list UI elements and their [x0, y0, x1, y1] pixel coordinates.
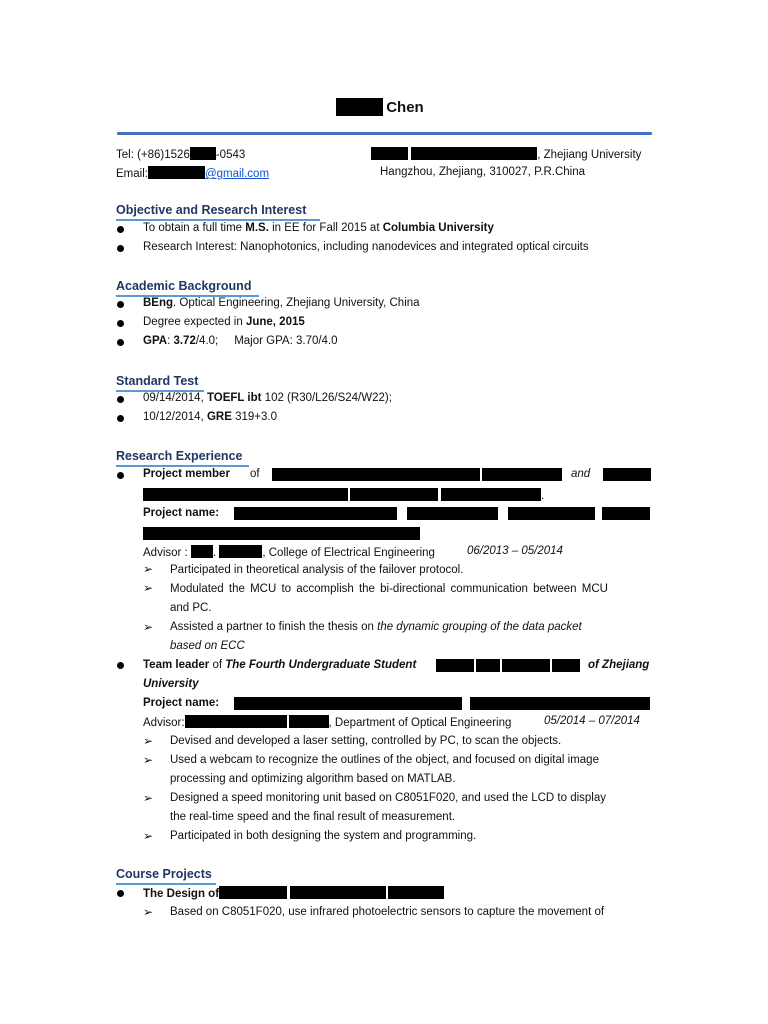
project2-advisor-row: Advisor: , Department of Optical Engineering — [143, 717, 512, 729]
filled-circle-bullet-icon — [117, 415, 124, 422]
name-text: Chen — [386, 99, 424, 116]
section-title-research: Research Experience — [116, 449, 243, 463]
name-header — [336, 98, 424, 116]
redacted-project-title — [272, 468, 562, 482]
project2-dates: 05/2014 – 07/2014 — [544, 715, 640, 727]
address-line-2: Hangzhou, Zhejiang, 310027, P.R.China — [380, 166, 586, 178]
filled-circle-bullet-icon — [117, 301, 124, 308]
arrow-bullet-icon: ➢ — [143, 905, 154, 919]
arrow-bullet-icon: ➢ — [143, 734, 154, 748]
arrow-bullet-icon: ➢ — [143, 791, 154, 805]
academic-item-2: Degree expected in June, 2015 — [143, 316, 305, 328]
filled-circle-bullet-icon — [117, 245, 124, 252]
email-line: Email: @gmail.com — [116, 168, 270, 180]
filled-circle-bullet-icon — [117, 339, 124, 346]
arrow-bullet-icon: ➢ — [143, 581, 154, 595]
objective-item-2: Research Interest: Nanophotonics, including nanodevices and integrated optical circuits — [143, 241, 589, 253]
test-item-1: 09/14/2014, TOEFL ibt 102 (R30/L26/S24/W22); — [143, 392, 392, 404]
project2-role: Team leader of The Fourth Undergraduate Student — [143, 659, 417, 671]
objective-item-1: To obtain a full time M.S. in EE for Fall 2015 at Columbia University — [143, 222, 494, 234]
filled-circle-bullet-icon — [117, 890, 124, 897]
filled-circle-bullet-icon — [117, 472, 124, 479]
phone-line: Tel: (+86)1526 -0543 — [116, 149, 246, 161]
email-link[interactable]: @gmail.com — [204, 168, 270, 180]
project1-advisor-row: Advisor : . , College of Electrical Engineering — [143, 547, 435, 559]
project2-name-row: Project name: — [143, 697, 220, 709]
section-underline — [116, 465, 249, 467]
redacted-project-title-line2: . — [143, 488, 544, 502]
redaction-box — [336, 98, 383, 116]
project1-name-row: Project name: — [143, 507, 220, 519]
section-title-objective: Objective and Research Interest — [116, 203, 307, 217]
arrow-bullet-icon: ➢ — [143, 620, 154, 634]
test-item-2: 10/12/2014, GRE 319+3.0 — [143, 411, 277, 423]
project1-dates: 06/2013 – 05/2014 — [467, 545, 563, 557]
section-underline — [116, 219, 320, 221]
arrow-bullet-icon: ➢ — [143, 829, 154, 843]
header-divider — [117, 132, 652, 135]
project1-role: Project member — [143, 468, 230, 480]
section-underline — [116, 883, 216, 885]
academic-item-3: GPA: 3.72/4.0; Major GPA: 3.70/4.0 — [143, 335, 338, 347]
arrow-bullet-icon: ➢ — [143, 562, 154, 576]
section-title-standard-test: Standard Test — [116, 374, 199, 388]
filled-circle-bullet-icon — [117, 396, 124, 403]
filled-circle-bullet-icon — [117, 662, 124, 669]
filled-circle-bullet-icon — [117, 320, 124, 327]
filled-circle-bullet-icon — [117, 226, 124, 233]
section-title-course: Course Projects — [116, 867, 212, 881]
section-title-academic: Academic Background — [116, 279, 252, 293]
resume-page: Chen Tel: (+86)1526 -0543 Email: @gmail.com , Zhejiang University Hangzhou, Zhejiang, 310027, P.R.China Objective and Research Interest To obtain a full time M.S. in EE for Fall 2015 at Columbia University Research Interest: Nanophotonics, including nanodevices and integrated optical circuits Academic Background BEng. Optical Engineering, Zhejiang University, China Degree expected in June, 2015 GPA: 3.72/4.0; Major GPA: 3.70/4.0 Standard Test 09/14/2014, TOEFL ibt 102 (R30/L26/S24/W22); 10/12/2014, GRE 319+3.0 Research Experience Project member of and . Project name: Advisor : . , College of Electrical Engineering 06/2013 – 05/2014 ➢ Participated in theoretical analysis of the failover protocol. ➢ Modulated the MCU to accomplish the bi-directional communication between MCU and PC. ➢ Assisted a partner to finish the thesis on the dynamic grouping of the data packet based on ECC Team leader of The Fourth Undergraduate Student of Zhejiang University Project name: Advisor: , Department of Optical Engineering 05/2014 – 07/2014 ➢ Devised and developed a laser setting, controlled by PC, to scan the objects. ➢ Used a webcam to recognize the outlines of the object, and focused on digital image processing and optimizing algorithm based on MATLAB. ➢ Designed a speed monitoring unit based on C8051F020, and used the LCD to display the real-time speed and the final result of measurement. ➢ Participated in both designing the system and programming. Course Projects The Design of ➢ Based on C8051F020, use infrared photoelectric sensors to capture the movement of — [0, 0, 768, 1024]
course-item-1: The Design of — [143, 886, 444, 900]
address-line-1: , Zhejiang University — [371, 147, 641, 161]
academic-item-1: BEng. Optical Engineering, Zhejiang University, China — [143, 297, 420, 309]
arrow-bullet-icon: ➢ — [143, 753, 154, 767]
